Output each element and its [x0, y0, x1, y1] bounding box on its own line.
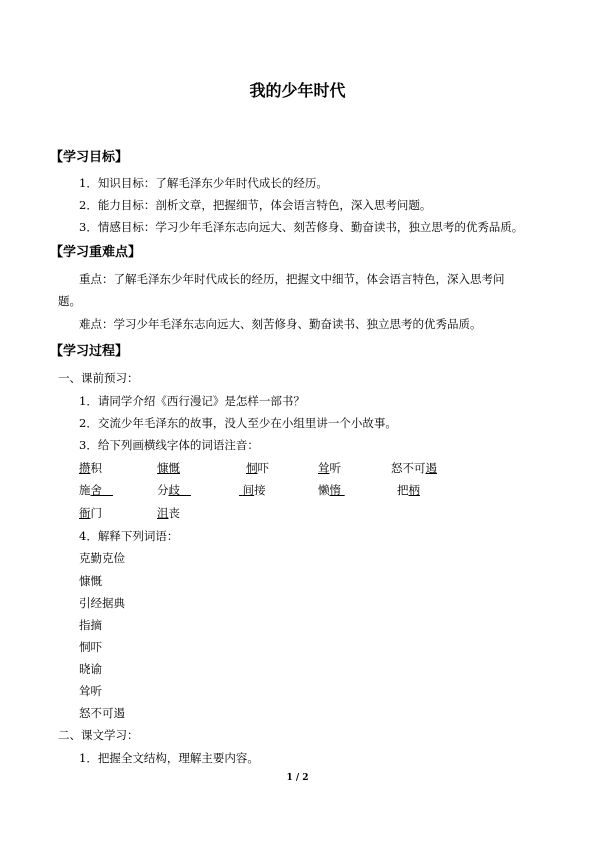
- question-2: 2．交流少年毛泽东的故事，没人至少在小组里讲一个小故事。: [79, 416, 397, 430]
- part2-question-1: 1．把握全文结构，理解主要内容。: [79, 751, 259, 765]
- pinyin-word: 攒积: [79, 461, 102, 475]
- vocab-item: 指摘: [79, 618, 102, 632]
- process-heading: 【学习过程】: [50, 344, 129, 359]
- focus-text-cont: 题。: [58, 294, 81, 308]
- page-title: 我的少年时代: [249, 81, 346, 100]
- vocab-item: 引经据典: [79, 596, 125, 610]
- part1-heading: 一、课前预习：: [58, 371, 139, 385]
- pinyin-word: 衙门: [79, 506, 102, 520]
- pinyin-word: 耸听: [318, 461, 341, 475]
- question-1: 1．请同学介绍《西行漫记》是怎样一部书？: [79, 394, 305, 408]
- pinyin-word: 怒不可遏: [391, 461, 437, 475]
- goal-item: 3．情感目标：学习少年毛泽东志向远大、刻苦修身、勤奋读书，独立思考的优秀品质。: [79, 220, 524, 234]
- vocab-item: 晓谕: [79, 662, 102, 676]
- pinyin-word: 分歧: [157, 483, 180, 497]
- question-4: 4．解释下列词语：: [79, 529, 179, 543]
- difficulty-text: 难点：学习少年毛泽东志向远大、刻苦修身、勤奋读书、独立思考的优秀品质。: [79, 317, 482, 331]
- pinyin-word: 把柄: [397, 483, 420, 497]
- pinyin-word: 沮丧: [157, 506, 180, 520]
- vocab-item: 慷慨: [79, 574, 102, 588]
- vocab-item: 怒不可遏: [79, 706, 125, 720]
- question-3: 3．给下列画横线字体的词语注音：: [79, 438, 259, 452]
- pinyin-word: 间接: [242, 483, 266, 497]
- focus-text: 重点：了解毛泽东少年时代成长的经历，把握文中细节，体会语言特色，深入思考问: [79, 272, 505, 286]
- pinyin-word: 懒惰: [318, 483, 341, 497]
- pinyin-word: 施舍: [79, 483, 102, 497]
- vocab-item: 耸听: [79, 684, 102, 698]
- vocab-item: 恫吓: [79, 640, 102, 654]
- keypoints-heading: 【学习重难点】: [50, 245, 142, 260]
- pinyin-word: 慷慨: [157, 461, 180, 475]
- goal-item: 2．能力目标：剖析文章，把握细节，体会语言特色，深入思考问题。: [79, 198, 432, 212]
- goals-heading: 【学习目标】: [50, 150, 129, 165]
- pinyin-word: 恫吓: [246, 461, 269, 475]
- vocab-item: 克勤克俭: [79, 551, 125, 565]
- page-number: 1 / 2: [286, 773, 309, 783]
- goal-item: 1．知识目标：了解毛泽东少年时代成长的经历。: [79, 176, 328, 190]
- part2-heading: 二、课文学习：: [58, 728, 139, 742]
